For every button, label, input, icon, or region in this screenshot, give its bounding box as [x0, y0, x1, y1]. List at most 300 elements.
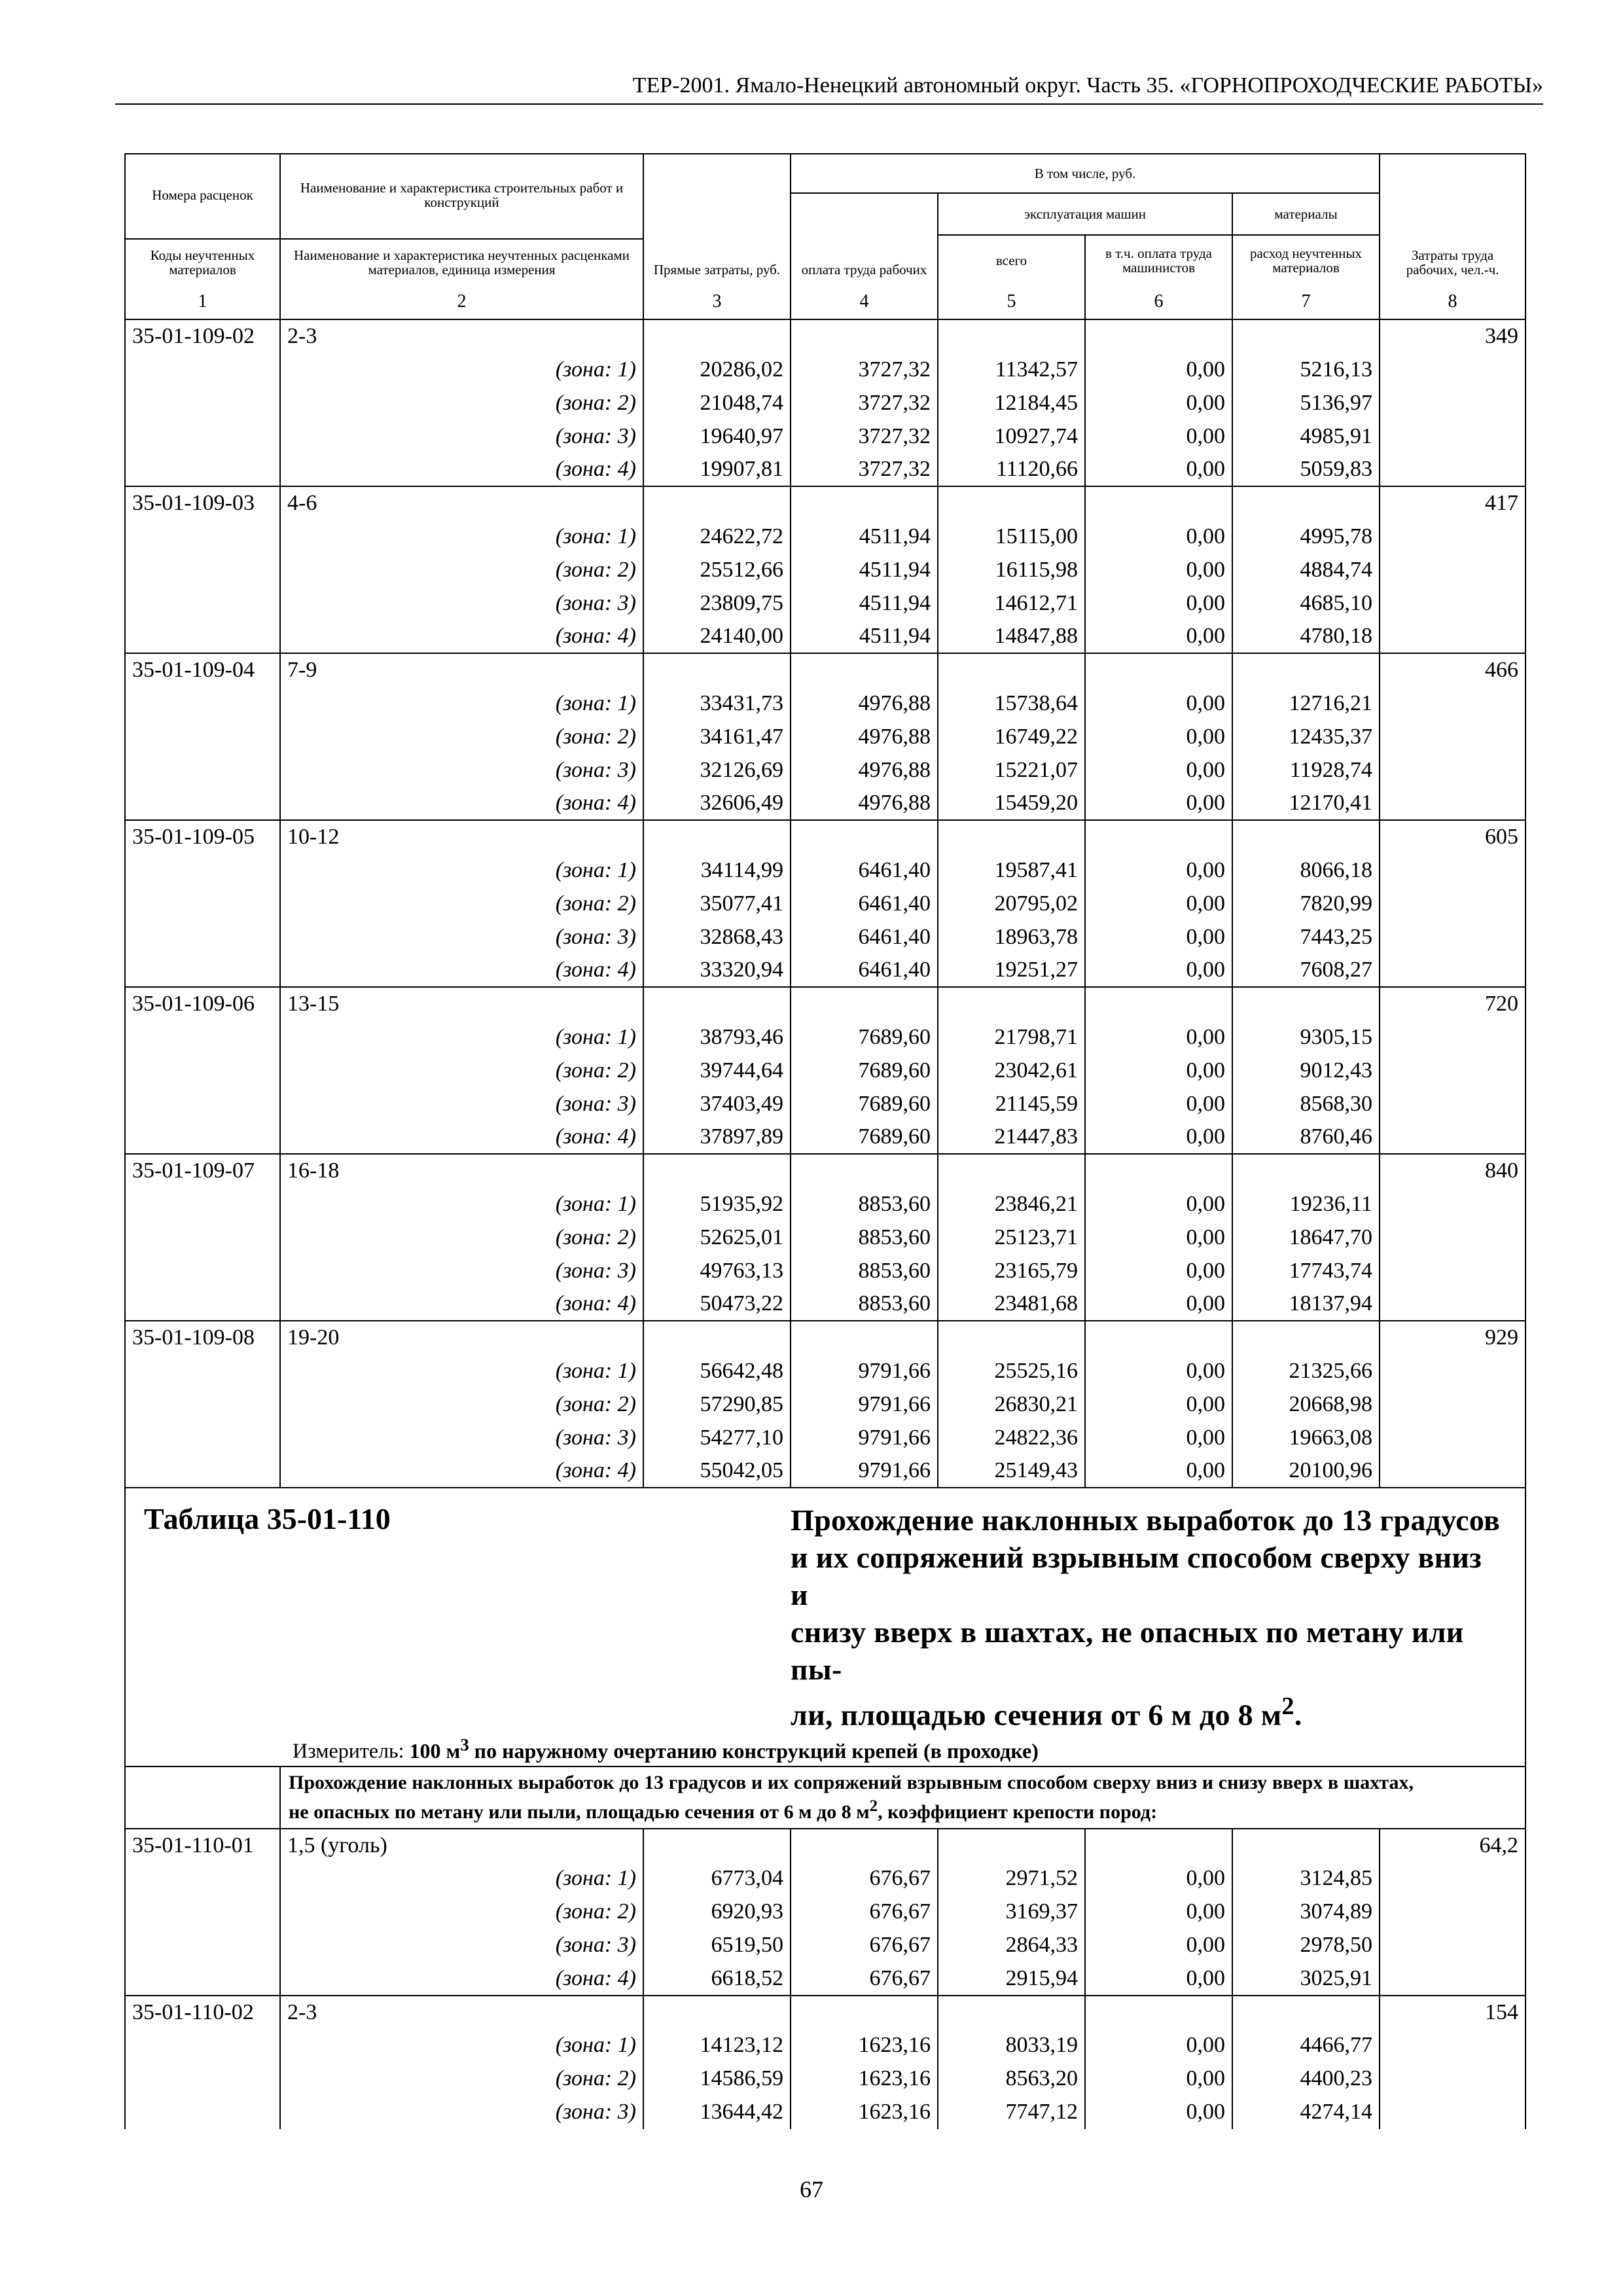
machines-total: 15738,64 — [938, 687, 1085, 720]
page-number: 67 — [800, 2176, 823, 2202]
rate-group-row — [125, 1996, 1525, 2029]
labor-cost: 929 — [1380, 1321, 1525, 1354]
group-header: В том числе, руб. — [791, 154, 1380, 193]
direct-costs: 32868,43 — [643, 920, 791, 954]
direct-costs: 38793,46 — [643, 1020, 791, 1054]
zone-row — [125, 453, 1525, 486]
labor-cost: 154 — [1380, 1996, 1525, 2029]
machines-total: 25525,16 — [938, 1354, 1085, 1388]
zone-label: (зона: 4) — [280, 1287, 643, 1321]
machines-total: 14847,88 — [938, 620, 1085, 653]
zone-row — [125, 353, 1525, 386]
zone-label: (зона: 3) — [280, 1421, 643, 1454]
machinist-wages: 0,00 — [1085, 1287, 1232, 1321]
machinist-wages: 0,00 — [1085, 687, 1232, 720]
materials-use: 4780,18 — [1232, 620, 1380, 653]
materials-use: 17743,74 — [1232, 1254, 1380, 1287]
materials-use: 9305,15 — [1232, 1020, 1380, 1054]
worker-wages: 4511,94 — [791, 553, 938, 586]
zone-row — [125, 1354, 1525, 1388]
direct-costs: 6920,93 — [643, 1895, 791, 1929]
zone-row — [125, 386, 1525, 420]
machines-total: 15459,20 — [938, 787, 1085, 820]
zone-label: (зона: 4) — [280, 1121, 643, 1154]
col-wages-header: оплата труда рабочих — [791, 193, 938, 285]
machines-total: 24822,36 — [938, 1421, 1085, 1454]
machinist-wages: 0,00 — [1085, 1421, 1232, 1454]
machinist-wages: 0,00 — [1085, 1962, 1232, 1996]
machines-total: 18963,78 — [938, 920, 1085, 954]
column-index-row — [125, 285, 1525, 319]
zone-row — [125, 1454, 1525, 1488]
worker-wages: 6461,40 — [791, 920, 938, 954]
column-index-3: 3 — [643, 285, 791, 319]
col-machines-total-header: всего — [938, 235, 1085, 285]
rate-group-row — [125, 820, 1525, 853]
direct-costs: 34161,47 — [643, 720, 791, 753]
materials-use: 12435,37 — [1232, 720, 1380, 753]
rate-code: 35-01-109-06 — [125, 987, 280, 1020]
zone-label: (зона: 3) — [280, 920, 643, 954]
direct-costs: 21048,74 — [643, 386, 791, 420]
machinist-wages: 0,00 — [1085, 453, 1232, 486]
zone-label: (зона: 4) — [280, 787, 643, 820]
direct-costs: 6519,50 — [643, 1929, 791, 1962]
machines-total: 11120,66 — [938, 453, 1085, 486]
zone-label: (зона: 4) — [280, 1962, 643, 1996]
worker-wages: 676,67 — [791, 1895, 938, 1929]
materials-use: 3025,91 — [1232, 1962, 1380, 1996]
zone-row — [125, 1221, 1525, 1254]
table-110-heading — [125, 1488, 1525, 1829]
materials-use: 4985,91 — [1232, 420, 1380, 453]
worker-wages: 7689,60 — [791, 1087, 938, 1121]
machines-total: 2864,33 — [938, 1929, 1085, 1962]
zone-row — [125, 420, 1525, 453]
materials-use: 18137,94 — [1232, 1287, 1380, 1321]
worker-wages: 8853,60 — [791, 1187, 938, 1221]
rate-code: 35-01-109-05 — [125, 820, 280, 853]
materials-use: 20100,96 — [1232, 1454, 1380, 1488]
zone-row — [125, 1287, 1525, 1321]
worker-wages: 4511,94 — [791, 586, 938, 620]
worker-wages: 9791,66 — [791, 1354, 938, 1388]
zone-row — [125, 1388, 1525, 1421]
machines-total: 23846,21 — [938, 1187, 1085, 1221]
direct-costs: 51935,92 — [643, 1187, 791, 1221]
zone-label: (зона: 3) — [280, 420, 643, 453]
machines-total: 14612,71 — [938, 586, 1085, 620]
machinist-wages: 0,00 — [1085, 954, 1232, 987]
materials-use: 20668,98 — [1232, 1388, 1380, 1421]
worker-wages: 3727,32 — [791, 420, 938, 453]
worker-wages: 4976,88 — [791, 720, 938, 753]
machines-total: 11342,57 — [938, 353, 1085, 386]
col-materials-use-header: расход неучтенных материалов — [1232, 235, 1380, 285]
col-work-name-header: Наименование и характеристика строительных работ и конструкций — [280, 154, 643, 235]
materials-use: 7820,99 — [1232, 887, 1380, 920]
machinist-wages: 0,00 — [1085, 520, 1232, 553]
column-index-5: 5 — [938, 285, 1085, 319]
machines-total: 2971,52 — [938, 1862, 1085, 1895]
zone-label: (зона: 1) — [280, 853, 643, 887]
zone-row — [125, 1929, 1525, 1962]
zone-label: (зона: 2) — [280, 1388, 643, 1421]
zone-row — [125, 520, 1525, 553]
machines-total: 19587,41 — [938, 853, 1085, 887]
machines-total: 8563,20 — [938, 2062, 1085, 2096]
section-110 — [125, 1829, 1525, 2129]
machinist-wages: 0,00 — [1085, 386, 1232, 420]
column-index-7: 7 — [1232, 285, 1380, 319]
machinist-wages: 0,00 — [1085, 720, 1232, 753]
zone-row — [125, 687, 1525, 720]
worker-wages: 7689,60 — [791, 1020, 938, 1054]
zone-label: (зона: 2) — [280, 553, 643, 586]
zone-row — [125, 853, 1525, 887]
machines-total: 23042,61 — [938, 1054, 1085, 1087]
zone-row — [125, 2029, 1525, 2062]
machines-total: 15221,07 — [938, 753, 1085, 787]
machinist-wages: 0,00 — [1085, 1121, 1232, 1154]
worker-wages: 1623,16 — [791, 2096, 938, 2129]
machinist-wages: 0,00 — [1085, 620, 1232, 653]
materials-use: 8568,30 — [1232, 1087, 1380, 1121]
zone-row — [125, 1254, 1525, 1287]
zone-label: (зона: 2) — [280, 1054, 643, 1087]
direct-costs: 14123,12 — [643, 2029, 791, 2062]
zone-label: (зона: 2) — [280, 2062, 643, 2096]
materials-use: 11928,74 — [1232, 753, 1380, 787]
zone-label: (зона: 2) — [280, 386, 643, 420]
zone-row — [125, 954, 1525, 987]
direct-costs: 6773,04 — [643, 1862, 791, 1895]
column-index-1: 1 — [125, 285, 280, 319]
materials-use: 4274,14 — [1232, 2096, 1380, 2129]
machinist-wages: 0,00 — [1085, 353, 1232, 386]
zone-label: (зона: 3) — [280, 1254, 643, 1287]
machines-total: 21145,59 — [938, 1087, 1085, 1121]
direct-costs: 37403,49 — [643, 1087, 791, 1121]
zone-label: (зона: 4) — [280, 1454, 643, 1488]
materials-use: 12170,41 — [1232, 787, 1380, 820]
machines-total: 16749,22 — [938, 720, 1085, 753]
machinist-wages: 0,00 — [1085, 1354, 1232, 1388]
direct-costs: 33320,94 — [643, 954, 791, 987]
labor-cost: 417 — [1380, 486, 1525, 520]
direct-costs: 14586,59 — [643, 2062, 791, 2096]
direct-costs: 52625,01 — [643, 1221, 791, 1254]
materials-use: 5136,97 — [1232, 386, 1380, 420]
column-index-6: 6 — [1085, 285, 1232, 319]
machines-total: 12184,45 — [938, 386, 1085, 420]
rate-name: 16-18 — [280, 1154, 643, 1187]
machinist-wages: 0,00 — [1085, 753, 1232, 787]
machines-total: 3169,37 — [938, 1895, 1085, 1929]
machines-total: 2915,94 — [938, 1962, 1085, 1996]
rate-name: 1,5 (уголь) — [280, 1829, 643, 1862]
machines-total: 25149,43 — [938, 1454, 1085, 1488]
materials-use: 4400,23 — [1232, 2062, 1380, 2096]
materials-use: 2978,50 — [1232, 1929, 1380, 1962]
zone-row — [125, 753, 1525, 787]
col-machinist-wages-header: в т.ч. оплата труда машинистов — [1085, 235, 1232, 285]
materials-use: 5216,13 — [1232, 353, 1380, 386]
materials-use: 4884,74 — [1232, 553, 1380, 586]
zone-label: (зона: 3) — [280, 1087, 643, 1121]
direct-costs: 50473,22 — [643, 1287, 791, 1321]
materials-use: 7443,25 — [1232, 920, 1380, 954]
rate-name: 10-12 — [280, 820, 643, 853]
materials-use: 4466,77 — [1232, 2029, 1380, 2062]
labor-cost: 466 — [1380, 653, 1525, 687]
subsection-caption: Прохождение наклонных выработок до 13 градусов и их сопряжений взрывным способом сверху вниз и снизу вверх в шахтах, не опасных по метану или пыли, площадью сечения от 6 м до 8 $м^2$, коэффициент крепости пород: — [289, 1771, 1414, 1823]
column-index-4: 4 — [791, 285, 938, 319]
worker-wages: 8853,60 — [791, 1221, 938, 1254]
rate-group-row — [125, 486, 1525, 520]
zone-row — [125, 787, 1525, 820]
zone-row — [125, 720, 1525, 753]
materials-use: 8066,18 — [1232, 853, 1380, 887]
section-109 — [125, 319, 1525, 1488]
rate-code: 35-01-110-02 — [125, 1996, 280, 2029]
zone-label: (зона: 2) — [280, 720, 643, 753]
zone-label: (зона: 4) — [280, 620, 643, 653]
zone-row — [125, 1054, 1525, 1087]
measure-label: Измеритель: — [293, 1738, 410, 1763]
direct-costs: 32606,49 — [643, 787, 791, 820]
rate-code: 35-01-109-07 — [125, 1154, 280, 1187]
labor-cost: 605 — [1380, 820, 1525, 853]
rate-group-row — [125, 1321, 1525, 1354]
machinist-wages: 0,00 — [1085, 1221, 1232, 1254]
materials-use: 12716,21 — [1232, 687, 1380, 720]
zone-label: (зона: 4) — [280, 453, 643, 486]
materials-use: 8760,46 — [1232, 1121, 1380, 1154]
zone-label: (зона: 3) — [280, 753, 643, 787]
machinist-wages: 0,00 — [1085, 586, 1232, 620]
direct-costs: 25512,66 — [643, 553, 791, 586]
worker-wages: 3727,32 — [791, 453, 938, 486]
table-title-line-3: снизу вверх в шахтах, не опасных по метану или пы- — [791, 1615, 1464, 1686]
worker-wages: 7689,60 — [791, 1054, 938, 1087]
table-title-line-4: ли, площадью сечения от 6 м до 8 м — [791, 1698, 1282, 1732]
zone-label: (зона: 1) — [280, 520, 643, 553]
materials-use: 9012,43 — [1232, 1054, 1380, 1087]
worker-wages: 9791,66 — [791, 1421, 938, 1454]
machinist-wages: 0,00 — [1085, 920, 1232, 954]
worker-wages: 3727,32 — [791, 353, 938, 386]
machinist-wages: 0,00 — [1085, 787, 1232, 820]
rate-code: 35-01-110-01 — [125, 1829, 280, 1862]
zone-row — [125, 920, 1525, 954]
zone-row — [125, 1862, 1525, 1895]
col-rate-number-header: Номера расценок — [125, 154, 280, 235]
materials-use: 7608,27 — [1232, 954, 1380, 987]
worker-wages: 9791,66 — [791, 1454, 938, 1488]
machinist-wages: 0,00 — [1085, 1020, 1232, 1054]
zone-label: (зона: 1) — [280, 1862, 643, 1895]
machinist-wages: 0,00 — [1085, 1087, 1232, 1121]
machines-total: 23481,68 — [938, 1287, 1085, 1321]
materials-use: 21325,66 — [1232, 1354, 1380, 1388]
direct-costs: 33431,73 — [643, 687, 791, 720]
machines-total: 20795,02 — [938, 887, 1085, 920]
table-number: Таблица 35-01-110 — [144, 1502, 391, 1535]
running-header: ТЕР-2001. Ямало-Ненецкий автономный округ. Часть 35. «ГОРНОПРОХОДЧЕСКИЕ РАБОТЫ» — [115, 73, 1543, 105]
direct-costs: 34114,99 — [643, 853, 791, 887]
col-material-codes-header: Коды неучтенных материалов — [125, 239, 280, 285]
machinist-wages: 0,00 — [1085, 853, 1232, 887]
zone-label: (зона: 1) — [280, 2029, 643, 2062]
zone-row — [125, 2096, 1525, 2129]
materials-use: 5059,83 — [1232, 453, 1380, 486]
materials-use: 3124,85 — [1232, 1862, 1380, 1895]
machines-total: 10927,74 — [938, 420, 1085, 453]
labor-cost: 64,2 — [1380, 1829, 1525, 1862]
measure-value: 100 $м^3$ по наружному очертанию конструкций крепей (в проходке) — [409, 1734, 1039, 1763]
machines-total: 16115,98 — [938, 553, 1085, 586]
worker-wages: 6461,40 — [791, 887, 938, 920]
machinist-wages: 0,00 — [1085, 2029, 1232, 2062]
zone-row — [125, 620, 1525, 653]
worker-wages: 9791,66 — [791, 1388, 938, 1421]
machinist-wages: 0,00 — [1085, 2062, 1232, 2096]
zone-row — [125, 1421, 1525, 1454]
machinist-wages: 0,00 — [1085, 1895, 1232, 1929]
machines-total: 23165,79 — [938, 1254, 1085, 1287]
direct-costs: 54277,10 — [643, 1421, 791, 1454]
rate-group-row — [125, 319, 1525, 353]
zone-label: (зона: 2) — [280, 1895, 643, 1929]
zone-row — [125, 887, 1525, 920]
machinist-wages: 0,00 — [1085, 887, 1232, 920]
direct-costs: 39744,64 — [643, 1054, 791, 1087]
zone-label: (зона: 2) — [280, 1221, 643, 1254]
column-index-2: 2 — [280, 285, 643, 319]
machinist-wages: 0,00 — [1085, 1187, 1232, 1221]
worker-wages: 8853,60 — [791, 1254, 938, 1287]
labor-cost: 840 — [1380, 1154, 1525, 1187]
zone-label: (зона: 3) — [280, 586, 643, 620]
materials-use: 19236,11 — [1232, 1187, 1380, 1221]
rate-group-row — [125, 653, 1525, 687]
machinist-wages: 0,00 — [1085, 1929, 1232, 1962]
labor-cost: 349 — [1380, 319, 1525, 353]
rate-code: 35-01-109-04 — [125, 653, 280, 687]
direct-costs: 6618,52 — [643, 1962, 791, 1996]
measure-line — [293, 1733, 1518, 1766]
zone-row — [125, 1895, 1525, 1929]
machines-total: 7747,12 — [938, 2096, 1085, 2129]
machinist-wages: 0,00 — [1085, 2096, 1232, 2129]
worker-wages: 676,67 — [791, 1929, 938, 1962]
machines-total: 15115,00 — [938, 520, 1085, 553]
zone-row — [125, 1087, 1525, 1121]
rate-name: 2-3 — [280, 1996, 643, 2029]
rate-code: 35-01-109-02 — [125, 319, 280, 353]
worker-wages: 3727,32 — [791, 386, 938, 420]
machinist-wages: 0,00 — [1085, 1054, 1232, 1087]
worker-wages: 6461,40 — [791, 853, 938, 887]
table-title-line-1: Прохождение наклонных выработок до 13 градусов — [791, 1503, 1501, 1537]
direct-costs: 19640,97 — [643, 420, 791, 453]
zone-row — [125, 1121, 1525, 1154]
materials-header: материалы — [1232, 193, 1380, 235]
machines-total: 21447,83 — [938, 1121, 1085, 1154]
rate-group-row — [125, 1154, 1525, 1187]
col-direct-costs-header: Прямые затраты, руб. — [643, 154, 791, 285]
zone-label: (зона: 2) — [280, 887, 643, 920]
direct-costs: 37897,89 — [643, 1121, 791, 1154]
rate-name: 7-9 — [280, 653, 643, 687]
zone-row — [125, 2062, 1525, 2096]
direct-costs: 35077,41 — [643, 887, 791, 920]
worker-wages: 6461,40 — [791, 954, 938, 987]
machinist-wages: 0,00 — [1085, 1254, 1232, 1287]
worker-wages: 1623,16 — [791, 2062, 938, 2096]
materials-use: 18647,70 — [1232, 1221, 1380, 1254]
rate-name: 2-3 — [280, 319, 643, 353]
machines-total: 8033,19 — [938, 2029, 1085, 2062]
direct-costs: 57290,85 — [643, 1388, 791, 1421]
worker-wages: 7689,60 — [791, 1121, 938, 1154]
rate-group-row — [125, 1829, 1525, 1862]
table-title-line-2: и их сопряжений взрывным способом сверху вниз и — [791, 1541, 1482, 1611]
zone-row — [125, 1187, 1525, 1221]
direct-costs: 24140,00 — [643, 620, 791, 653]
table-header — [125, 154, 1525, 319]
zone-label: (зона: 1) — [280, 1020, 643, 1054]
direct-costs: 23809,75 — [643, 586, 791, 620]
worker-wages: 4511,94 — [791, 520, 938, 553]
col-material-names-header: Наименование и характеристика неучтенных расценками материалов, единица измерения — [280, 239, 643, 285]
worker-wages: 1623,16 — [791, 2029, 938, 2062]
direct-costs: 19907,81 — [643, 453, 791, 486]
direct-costs: 55042,05 — [643, 1454, 791, 1488]
worker-wages: 4976,88 — [791, 787, 938, 820]
machinist-wages: 0,00 — [1085, 1388, 1232, 1421]
zone-label: (зона: 3) — [280, 2096, 643, 2129]
machines-header: эксплуатация машин — [938, 193, 1232, 235]
rate-code: 35-01-109-08 — [125, 1321, 280, 1354]
rate-name: 13-15 — [280, 987, 643, 1020]
rate-code: 35-01-109-03 — [125, 486, 280, 520]
direct-costs: 49763,13 — [643, 1254, 791, 1287]
zone-label: (зона: 1) — [280, 1354, 643, 1388]
rate-name: 19-20 — [280, 1321, 643, 1354]
machines-total: 25123,71 — [938, 1221, 1085, 1254]
machines-total: 21798,71 — [938, 1020, 1085, 1054]
materials-use: 4995,78 — [1232, 520, 1380, 553]
worker-wages: 676,67 — [791, 1962, 938, 1996]
direct-costs: 56642,48 — [643, 1354, 791, 1388]
machinist-wages: 0,00 — [1085, 1454, 1232, 1488]
machinist-wages: 0,00 — [1085, 553, 1232, 586]
col-labor-header: Затраты труда рабочих, чел.-ч. — [1380, 154, 1525, 285]
rates-table — [124, 153, 1526, 2129]
materials-use: 3074,89 — [1232, 1895, 1380, 1929]
table-title-sup: 2 — [1281, 1693, 1294, 1720]
zone-label: (зона: 1) — [280, 1187, 643, 1221]
labor-cost: 720 — [1380, 987, 1525, 1020]
machinist-wages: 0,00 — [1085, 420, 1232, 453]
materials-use: 4685,10 — [1232, 586, 1380, 620]
zone-label: (зона: 4) — [280, 954, 643, 987]
worker-wages: 8853,60 — [791, 1287, 938, 1321]
zone-label: (зона: 1) — [280, 353, 643, 386]
machines-total: 26830,21 — [938, 1388, 1085, 1421]
